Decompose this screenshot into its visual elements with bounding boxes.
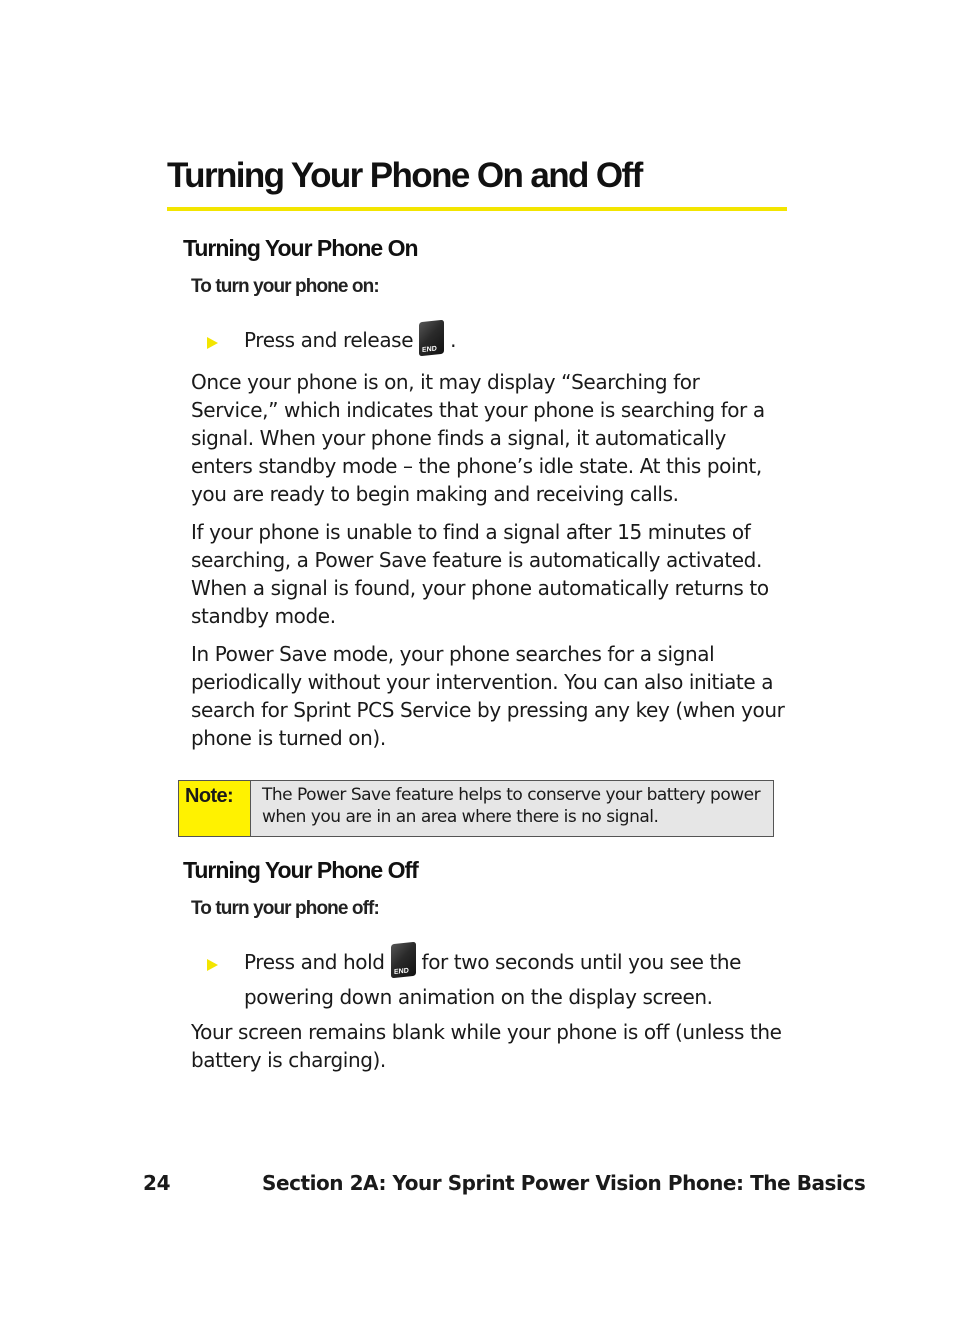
paragraph-on-1: Once your phone is on, it may display “Searching for Service,” which indicates that your phone is searching for a signal. When your phone finds a signal, it automatically enters standby mode – the phone’s idle state. At this point, you are ready to begin making and receiving calls.	[191, 370, 765, 506]
step-on-text: Press and release	[244, 328, 414, 352]
note-text: The Power Save feature helps to conserve your battery power when you are in an area where there is no signal.	[251, 781, 773, 836]
page-title: Turning Your Phone On and Off	[167, 156, 642, 195]
section-heading-off: Turning Your Phone Off	[183, 857, 418, 883]
paragraph-on-3: In Power Save mode, your phone searches for a signal periodically without your intervention. You can also initiate a search for Sprint PCS Service by pressing any key (when your phone is turned on).	[191, 642, 785, 750]
title-underline	[167, 207, 787, 211]
step-on	[244, 324, 804, 359]
page-number: 24	[143, 1171, 171, 1195]
bullet-arrow-icon	[207, 337, 218, 349]
end-key-icon: END	[419, 319, 444, 356]
section-heading-on: Turning Your Phone On	[183, 235, 418, 261]
bullet-arrow-icon	[207, 959, 218, 971]
end-key-icon: END	[391, 941, 416, 978]
note-box	[178, 780, 774, 837]
footer-section-title: Section 2A: Your Sprint Power Vision Phone: The Basics	[262, 1171, 866, 1195]
step-off	[244, 946, 789, 1013]
note-label: Note:	[179, 781, 251, 836]
subheading-on: To turn your phone on:	[191, 276, 379, 297]
step-off-rest: for two seconds until you see the powering down animation on the display screen.	[244, 950, 742, 1009]
paragraph-off: Your screen remains blank while your phone is off (unless the battery is charging).	[191, 1020, 782, 1072]
step-on-period: .	[450, 328, 457, 352]
paragraph-on-2: If your phone is unable to find a signal after 15 minutes of searching, a Power Save feature is automatically activated. When a signal is found, your phone automatically returns to standby mode.	[191, 520, 769, 628]
step-off-text: Press and hold	[244, 950, 385, 974]
subheading-off: To turn your phone off:	[191, 898, 379, 919]
